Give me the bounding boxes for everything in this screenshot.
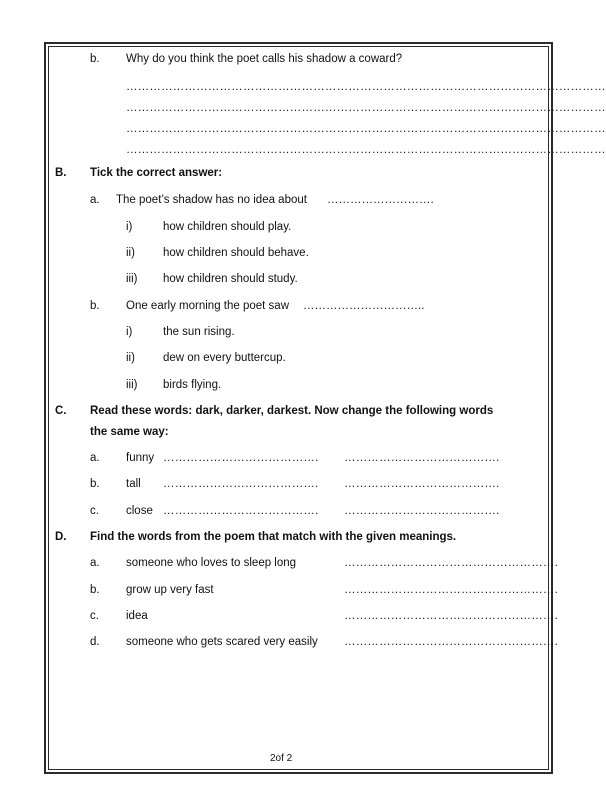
meaning-text: idea xyxy=(126,610,148,622)
option-text: how children should study. xyxy=(163,273,298,285)
answer-blank: ………………………. xyxy=(327,194,434,206)
section-heading: Find the words from the poem that match with the given meanings. xyxy=(90,531,457,543)
answer-blank: ………………………….. xyxy=(303,300,425,312)
answer-line: …………………………………. xyxy=(163,505,319,517)
page-number: 2of 2 xyxy=(270,753,293,764)
answer-line: …………………………………. xyxy=(344,478,500,490)
item-marker: d. xyxy=(90,636,100,648)
question-text: One early morning the poet saw xyxy=(126,300,290,312)
meaning-text: grow up very fast xyxy=(126,584,214,596)
q4b-marker: b. xyxy=(90,53,100,65)
answer-line: …………………………………………………………………………………………………………… xyxy=(126,81,606,93)
section-heading: Read these words: dark, darker, darkest. Now change the following words xyxy=(90,405,494,417)
answer-line: ………………………………………………. xyxy=(344,636,558,648)
question-text: The poet’s shadow has no idea about xyxy=(116,194,307,206)
option-text: the sun rising. xyxy=(163,326,235,338)
option-number: iii) xyxy=(126,273,138,285)
answer-line: …………………………………. xyxy=(344,505,500,517)
section-heading: Tick the correct answer: xyxy=(90,167,223,179)
option-text: birds flying. xyxy=(163,379,222,391)
word: close xyxy=(126,505,153,517)
item-marker: a. xyxy=(90,194,100,206)
meaning-text: someone who gets scared very easily xyxy=(126,636,318,648)
option-number: ii) xyxy=(126,247,135,259)
answer-line: …………………………………. xyxy=(163,452,319,464)
item-marker: c. xyxy=(90,610,99,622)
answer-line: …………………………………………………………………………………………………………… xyxy=(126,102,606,114)
answer-line: ………………………………………………. xyxy=(344,584,558,596)
q4b-question: Why do you think the poet calls his shadow a coward? xyxy=(126,53,403,65)
option-number: iii) xyxy=(126,379,138,391)
item-marker: a. xyxy=(90,557,100,569)
section-heading-cont: the same way: xyxy=(90,426,169,438)
item-marker: b. xyxy=(90,584,100,596)
word: tall xyxy=(126,478,141,490)
answer-line: …………………………………. xyxy=(163,478,319,490)
section-letter: D. xyxy=(55,531,67,543)
answer-line: …………………………………………………………………………………………………………… xyxy=(126,123,606,135)
option-number: ii) xyxy=(126,352,135,364)
option-number: i) xyxy=(126,221,133,233)
answer-line: …………………………………. xyxy=(344,452,500,464)
option-text: how children should behave. xyxy=(163,247,309,259)
answer-line: ………………………………………………. xyxy=(344,610,558,622)
option-text: dew on every buttercup. xyxy=(163,352,286,364)
option-text: how children should play. xyxy=(163,221,292,233)
word: funny xyxy=(126,452,155,464)
option-number: i) xyxy=(126,326,133,338)
item-marker: c. xyxy=(90,505,99,517)
answer-line: ………………………………………………. xyxy=(344,557,558,569)
meaning-text: someone who loves to sleep long xyxy=(126,557,297,569)
item-marker: b. xyxy=(90,478,100,490)
section-letter: C. xyxy=(55,405,67,417)
section-letter: B. xyxy=(55,167,67,179)
answer-line: …………………………………………………………………………………………………………… xyxy=(126,144,606,156)
item-marker: a. xyxy=(90,452,100,464)
item-marker: b. xyxy=(90,300,100,312)
